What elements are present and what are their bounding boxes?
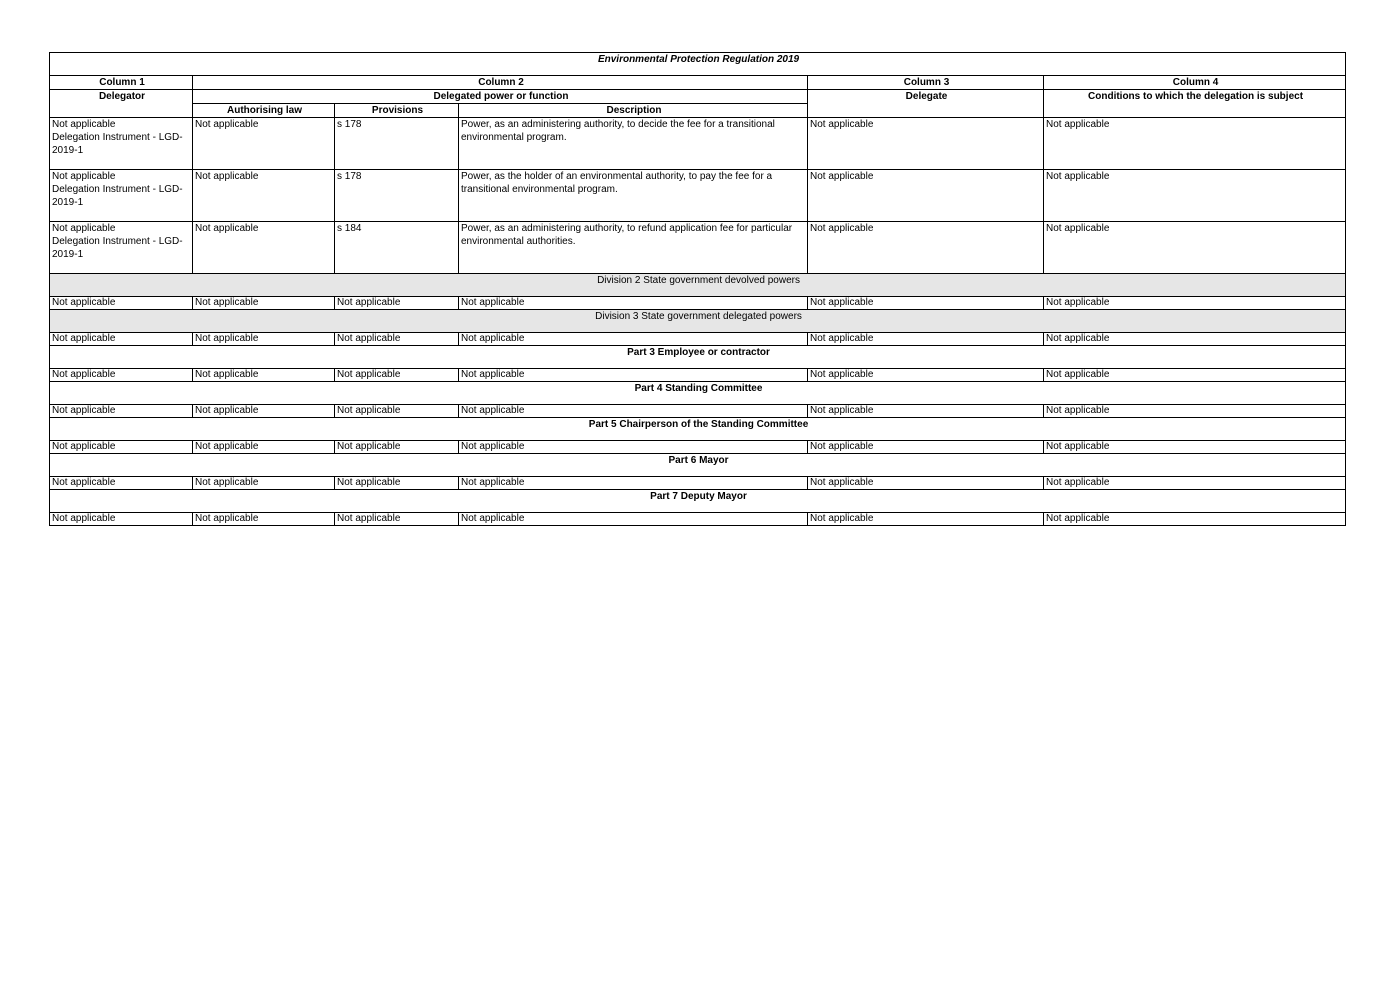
provisions-cell: Not applicable (335, 405, 459, 418)
title-row (50, 53, 1346, 76)
authorising-law-cell: Not applicable (193, 170, 335, 222)
conditions-cell: Not applicable (1044, 118, 1346, 170)
conditions-cell: Not applicable (1044, 441, 1346, 454)
provisions-cell: s 178 (335, 118, 459, 170)
authorising-law-cell: Not applicable (193, 405, 335, 418)
delegation-sheet (49, 52, 1345, 526)
description-cell: Not applicable (459, 477, 808, 490)
provisions-cell: Not applicable (335, 477, 459, 490)
table-row (50, 170, 1346, 222)
provisions-cell: Not applicable (335, 369, 459, 382)
table-row (50, 297, 1346, 310)
section-heading-row (50, 382, 1346, 405)
delegate-cell: Not applicable (808, 222, 1044, 274)
description-cell: Power, as the holder of an environmental authority, to pay the fee for a transitional environmental program. (459, 170, 808, 222)
delegate-header: Delegate (808, 90, 1044, 118)
conditions-header: Conditions to which the delegation is subject (1044, 90, 1346, 118)
delegator-cell: Not applicable (50, 297, 193, 310)
part-heading: Part 6 Mayor (50, 454, 1346, 477)
delegate-cell: Not applicable (808, 405, 1044, 418)
division-heading: Division 2 State government devolved powers (50, 274, 1346, 297)
authorising-law-cell: Not applicable (193, 118, 335, 170)
delegator-cell: Not applicable (50, 477, 193, 490)
delegator-cell (50, 118, 193, 170)
column1-header: Column 1 (50, 76, 193, 90)
provisions-cell: Not applicable (335, 333, 459, 346)
table-row (50, 118, 1346, 170)
conditions-cell: Not applicable (1044, 170, 1346, 222)
description-header: Description (459, 104, 808, 118)
conditions-cell: Not applicable (1044, 297, 1346, 310)
delegate-cell: Not applicable (808, 441, 1044, 454)
table-row (50, 477, 1346, 490)
conditions-cell: Not applicable (1044, 369, 1346, 382)
provisions-cell: Not applicable (335, 513, 459, 526)
conditions-cell: Not applicable (1044, 405, 1346, 418)
delegator-line: Not applicable (52, 119, 116, 130)
table-row (50, 513, 1346, 526)
column-number-row (50, 76, 1346, 90)
provisions-cell: s 184 (335, 222, 459, 274)
column4-header: Column 4 (1044, 76, 1346, 90)
authorising-law-cell: Not applicable (193, 477, 335, 490)
delegator-cell: Not applicable (50, 513, 193, 526)
authorising-law-cell: Not applicable (193, 333, 335, 346)
provisions-header: Provisions (335, 104, 459, 118)
delegation-instrument: Delegation Instrument - LGD-2019-1 (52, 132, 183, 156)
delegation-instrument: Delegation Instrument - LGD-2019-1 (52, 184, 183, 208)
provisions-cell: Not applicable (335, 441, 459, 454)
section-heading-row (50, 346, 1346, 369)
delegator-cell: Not applicable (50, 405, 193, 418)
authorising-law-cell: Not applicable (193, 222, 335, 274)
delegator-line: Not applicable (52, 171, 116, 182)
part-heading: Part 4 Standing Committee (50, 382, 1346, 405)
section-heading-row (50, 274, 1346, 297)
part-heading: Part 5 Chairperson of the Standing Committee (50, 418, 1346, 441)
table-row (50, 222, 1346, 274)
delegator-cell: Not applicable (50, 441, 193, 454)
delegate-cell: Not applicable (808, 118, 1044, 170)
column2-header: Column 2 (193, 76, 808, 90)
group-header-row (50, 90, 1346, 104)
delegation-instrument: Delegation Instrument - LGD-2019-1 (52, 236, 183, 260)
document-title: Environmental Protection Regulation 2019 (50, 53, 1346, 76)
delegator-cell: Not applicable (50, 333, 193, 346)
part-heading: Part 7 Deputy Mayor (50, 490, 1346, 513)
delegate-cell: Not applicable (808, 477, 1044, 490)
description-cell: Not applicable (459, 405, 808, 418)
column3-header: Column 3 (808, 76, 1044, 90)
conditions-cell: Not applicable (1044, 333, 1346, 346)
delegated-power-header: Delegated power or function (193, 90, 808, 104)
authorising-law-cell: Not applicable (193, 369, 335, 382)
description-cell: Not applicable (459, 333, 808, 346)
table-row (50, 441, 1346, 454)
delegate-cell: Not applicable (808, 369, 1044, 382)
table-row (50, 405, 1346, 418)
authorising-law-cell: Not applicable (193, 513, 335, 526)
part-heading: Part 3 Employee or contractor (50, 346, 1346, 369)
description-cell: Power, as an administering authority, to decide the fee for a transitional environmental program. (459, 118, 808, 170)
section-heading-row (50, 310, 1346, 333)
description-cell: Not applicable (459, 369, 808, 382)
delegator-cell: Not applicable (50, 369, 193, 382)
conditions-cell: Not applicable (1044, 222, 1346, 274)
delegate-cell: Not applicable (808, 170, 1044, 222)
authorising-law-cell: Not applicable (193, 297, 335, 310)
table-row (50, 369, 1346, 382)
section-heading-row (50, 490, 1346, 513)
delegate-cell: Not applicable (808, 333, 1044, 346)
provisions-cell: Not applicable (335, 297, 459, 310)
delegator-line: Not applicable (52, 223, 116, 234)
conditions-cell: Not applicable (1044, 513, 1346, 526)
section-heading-row (50, 454, 1346, 477)
delegation-table (49, 52, 1346, 526)
authorising-law-header: Authorising law (193, 104, 335, 118)
description-cell: Power, as an administering authority, to refund application fee for particular environmental authorities. (459, 222, 808, 274)
provisions-cell: s 178 (335, 170, 459, 222)
delegate-cell: Not applicable (808, 513, 1044, 526)
section-heading-row (50, 418, 1346, 441)
conditions-cell: Not applicable (1044, 477, 1346, 490)
delegator-cell (50, 170, 193, 222)
description-cell: Not applicable (459, 441, 808, 454)
delegator-cell (50, 222, 193, 274)
division-heading: Division 3 State government delegated powers (50, 310, 1346, 333)
description-cell: Not applicable (459, 513, 808, 526)
delegator-header: Delegator (50, 90, 193, 118)
description-cell: Not applicable (459, 297, 808, 310)
delegate-cell: Not applicable (808, 297, 1044, 310)
authorising-law-cell: Not applicable (193, 441, 335, 454)
table-row (50, 333, 1346, 346)
